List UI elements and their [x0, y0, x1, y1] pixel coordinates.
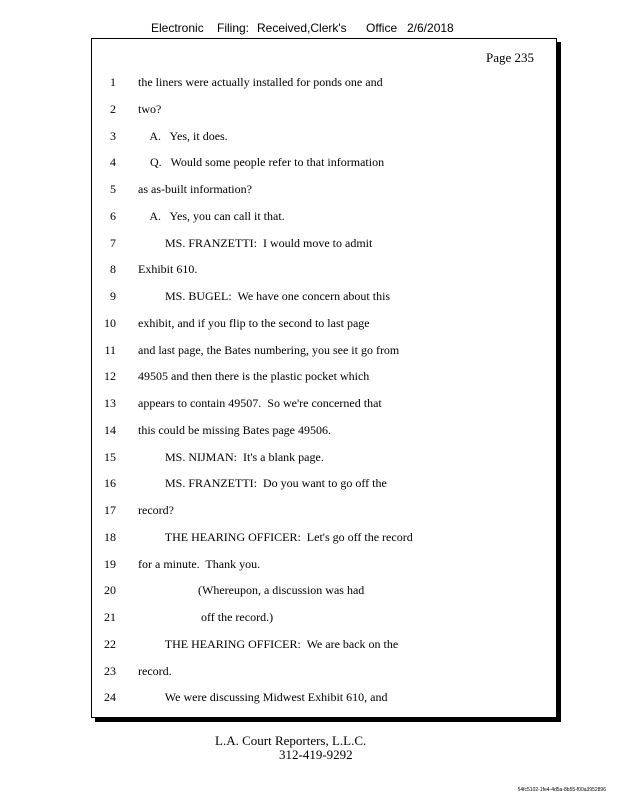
filing-header — [0, 21, 618, 37]
line-text: appears to contain 49507. So we're concerned that — [138, 396, 382, 410]
line-text: MS. FRANZETTI: I would move to admit — [138, 235, 373, 250]
transcript-line — [0, 100, 618, 118]
transcript-line — [0, 314, 618, 332]
transcript-line — [0, 234, 618, 252]
line-text: We were discussing Midwest Exhibit 610, and — [138, 690, 388, 705]
transcript-line — [0, 448, 618, 466]
line-number: 20 — [104, 583, 116, 598]
line-text: MS. FRANZETTI: Do you want to go off the — [138, 476, 387, 491]
line-number: 15 — [104, 449, 116, 464]
transcript-line — [0, 394, 618, 412]
line-text: exhibit, and if you flip to the second to last page — [138, 315, 370, 330]
transcript-line — [0, 207, 618, 225]
document-id: 54fc5102-1fe4-4d5a-8b55-f00a3952896 — [517, 787, 606, 793]
line-text: Exhibit 610. — [138, 262, 198, 277]
line-text: 49505 and then there is the plastic pocket which — [138, 369, 370, 384]
line-number: 17 — [104, 503, 116, 517]
line-number: 10 — [104, 315, 116, 330]
line-number: 1 — [110, 75, 116, 89]
line-number: 23 — [104, 663, 116, 678]
line-text: for a minute. Thank you. — [138, 556, 261, 571]
line-text: as as-built information? — [138, 182, 252, 196]
transcript-line — [0, 581, 618, 599]
line-text: and last page, the Bates numbering, you see it go from — [138, 342, 400, 357]
line-number: 12 — [104, 369, 116, 384]
line-number: 18 — [104, 529, 116, 544]
transcript-line — [0, 474, 618, 492]
filing-header-electronic: Electronic — [151, 21, 204, 35]
line-number: 9 — [110, 289, 116, 303]
transcript-line — [0, 635, 618, 653]
line-number: 24 — [104, 690, 116, 705]
line-number: 4 — [110, 155, 116, 170]
line-text: MS. BUGEL: We have one concern about this — [138, 289, 391, 303]
line-text: A. Yes, it does. — [138, 128, 228, 143]
transcript-line — [0, 180, 618, 198]
line-text: MS. NIJMAN: It's a blank page. — [138, 449, 324, 464]
footer-reporter: L.A. Court Reporters, L.L.C. — [215, 733, 367, 748]
footer-phone: 312-419-9292 — [279, 747, 353, 762]
line-text: THE HEARING OFFICER: We are back on the — [138, 636, 399, 651]
line-text: the liners were actually installed for ponds one and — [138, 75, 383, 89]
line-number: 19 — [104, 556, 116, 571]
transcript-line — [0, 608, 618, 626]
line-number: 8 — [110, 262, 116, 277]
line-number: 16 — [104, 476, 116, 491]
line-number: 22 — [104, 636, 116, 651]
transcript-line — [0, 287, 618, 305]
line-text: (Whereupon, a discussion was had — [138, 583, 365, 598]
transcript-line — [0, 688, 618, 706]
line-number: 5 — [110, 182, 116, 196]
line-text: Q. Would some people refer to that information — [138, 155, 385, 170]
line-number: 21 — [104, 610, 116, 624]
filing-header-received: Received,Clerk's — [257, 21, 347, 35]
line-number: 2 — [110, 101, 116, 116]
line-text: record. — [138, 663, 172, 678]
line-text: off the record.) — [138, 610, 274, 624]
transcript-line — [0, 421, 618, 439]
line-number: 7 — [110, 235, 116, 250]
transcript-line — [0, 501, 618, 519]
filing-header-filing: Filing: — [217, 21, 250, 35]
line-number: 3 — [110, 128, 116, 143]
line-number: 11 — [104, 342, 116, 357]
line-text: record? — [138, 503, 174, 517]
filing-header-office: Office — [366, 21, 398, 35]
line-number: 14 — [104, 422, 116, 437]
transcript-line — [0, 153, 618, 171]
line-text: THE HEARING OFFICER: Let's go off the record — [138, 529, 413, 544]
filing-header-date: 2/6/2018 — [407, 21, 454, 35]
transcript-line — [0, 528, 618, 546]
transcript-line — [0, 555, 618, 573]
transcript-line — [0, 341, 618, 359]
transcript-line — [0, 260, 618, 278]
transcript-line — [0, 367, 618, 385]
page-number: Page 235 — [485, 50, 534, 65]
transcript-line — [0, 73, 618, 91]
line-text: this could be missing Bates page 49506. — [138, 422, 331, 437]
transcript-line — [0, 127, 618, 145]
transcript-line — [0, 662, 618, 680]
line-number: 13 — [104, 396, 116, 410]
line-text: A. Yes, you can call it that. — [138, 208, 285, 223]
line-text: two? — [138, 101, 162, 116]
line-number: 6 — [110, 208, 116, 223]
